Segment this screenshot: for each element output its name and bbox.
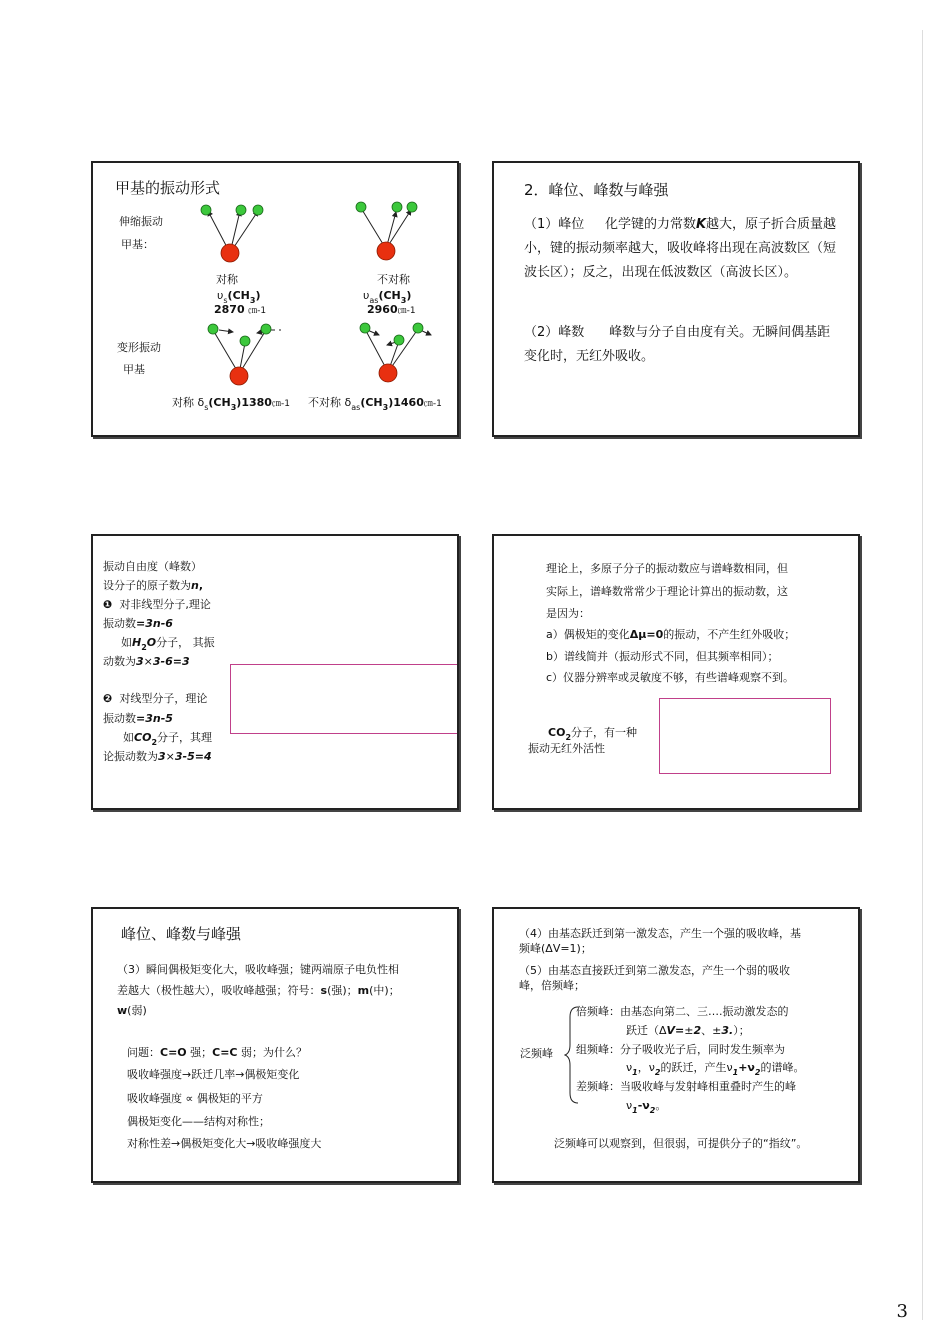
slide-degrees-of-freedom: [91, 534, 459, 810]
text-line: 倍频峰：由基态向第二、三….振动激发态的: [576, 1005, 789, 1018]
text-line: 组频峰：分子吸收光子后，同时发生频率为: [576, 1043, 785, 1056]
image-placeholder-box: [230, 664, 459, 734]
text-line: a）偶极矩的变化Δμ=0的振动，不产生红外吸收；: [546, 628, 796, 641]
carbon-atom: [379, 364, 397, 382]
sym-stretch-formula: $\upsilon_s(CH_3)$: [217, 289, 261, 305]
stretch-label: 伸缩振动: [119, 215, 163, 228]
text-line: 吸收峰强度→跃迁几率→偶极矩变化: [127, 1068, 300, 1081]
slide-overtone-peaks: [492, 907, 860, 1183]
hydrogen-atom: [236, 205, 246, 215]
text-line: 泛频峰可以观察到，但很弱，可提供分子的“指纹”。: [554, 1137, 808, 1150]
text-line: 是因为：: [546, 607, 590, 620]
text-line: （3）瞬间偶极矩变化大，吸收峰强；键两端原子电负性相: [117, 963, 399, 976]
hydrogen-atom: [261, 324, 271, 334]
question-line: 问题：C=O 强；C=C 弱；为什么？: [127, 1046, 308, 1059]
hydrogen-atom: [240, 336, 250, 346]
peak-position-paragraph: （1）峰位 化学键的力常数K越大，原子折合质量越小，键的振动频率越大，吸收峰将出现在高波数区（短波长区）；反之，出现在低波数区（高波长区）。: [524, 217, 837, 280]
sym-bend-molecule: [208, 324, 281, 385]
text-line: 差越大（极性越大），吸收峰越强；符号：s(强)；m(中)；: [117, 984, 400, 997]
bend-label: 变形振动: [117, 341, 161, 354]
text-line: b）谱线简并（振动形式不同，但其频率相同）；: [546, 650, 779, 663]
text-line: 对称性差→偶极矩变化大→吸收峰强度大: [127, 1137, 322, 1150]
text-line: c）仪器分辨率或灵敏度不够，有些谱峰观察不到。: [546, 671, 795, 684]
co2-note: 振动无红外活性: [528, 742, 605, 755]
bend-label-methyl: 甲基: [123, 363, 145, 376]
text-line: 实际上，谱峰数常常少于理论计算出的振动数，这: [546, 585, 788, 598]
hydrogen-atom: [392, 202, 402, 212]
asym-stretch-molecule: [356, 202, 417, 260]
asym-bend-formula: 不对称 $\delta_{as}(CH_3)1460㎝-1$: [308, 396, 442, 412]
text-line: 频峰(ΔV=1)；: [519, 942, 592, 955]
text-line: 吸收峰强度 ∝ 偶极矩的平方: [127, 1092, 263, 1105]
page-edge-line: [922, 30, 923, 1320]
carbon-atom: [230, 367, 248, 385]
text-line: 振动自由度（峰数）: [103, 560, 202, 573]
slide-peak-position: [492, 161, 860, 437]
text-line: w(弱): [117, 1004, 147, 1017]
slide-title: 2．峰位、峰数与峰强: [524, 181, 669, 199]
text-line: $\nu_1$，$\nu_2$的跃迁，产生$\nu_1+\nu_2$的谱峰。: [626, 1061, 805, 1077]
slide-title: 甲基的振动形式: [115, 179, 221, 197]
asym-stretch-wavenumber: 2960㎝-1: [367, 303, 416, 316]
text-line: ❶ 对非线型分子,理论: [103, 598, 211, 611]
sym-stretch-molecule: [201, 205, 263, 262]
page-number: 3: [896, 1301, 908, 1322]
text-line: 差频峰：当吸收峰与发射峰相重叠时产生的峰: [576, 1080, 796, 1093]
text-line: 偶极矩变化——结构对称性；: [127, 1115, 270, 1128]
carbon-atom: [377, 242, 395, 260]
slide-fewer-peaks: [492, 534, 860, 810]
slide-title: 峰位、峰数与峰强: [121, 925, 242, 943]
text-line: 理论上，多原子分子的振动数应与谱峰数相同，但: [546, 562, 788, 575]
hydrogen-atom: [394, 335, 404, 345]
stretch-label-methyl: 甲基：: [121, 238, 154, 251]
asym-stretch-label: 不对称: [377, 273, 410, 286]
text-line: 论振动数为3×3-5=4: [103, 750, 212, 763]
text-line: 振动数=3n-5: [103, 712, 173, 725]
sym-stretch-label: 对称: [216, 273, 238, 286]
carbon-atom: [221, 244, 239, 262]
text-line: 设分子的原子数为n,: [103, 579, 204, 592]
text-line: ❷ 对线型分子，理论: [103, 692, 208, 705]
peak-count-paragraph: （2）峰数 峰数与分子自由度有关。无瞬间偶基距变化时，无红外吸收。: [524, 325, 831, 364]
overtone-group-label: 泛频峰: [520, 1047, 553, 1060]
text-line: （4）由基态跃迁到第一激发态，产生一个强的吸收峰，基: [519, 927, 801, 940]
text-line: （5）由基态直接跃迁到第二激发态，产生一个弱的吸收: [519, 964, 790, 977]
hydrogen-atom: [356, 202, 366, 212]
text-line: 如$CO_2$分子，其理: [123, 731, 213, 747]
hydrogen-atom: [253, 205, 263, 215]
slide-methyl-vibrations: [91, 161, 459, 437]
image-placeholder-box: [659, 698, 831, 774]
hydrogen-atom: [413, 323, 423, 333]
hydrogen-atom: [201, 205, 211, 215]
co2-note: $CO_2$分子，有一种: [548, 726, 638, 742]
text-line: $\nu_1-\nu_2$。: [626, 1099, 667, 1115]
sym-stretch-wavenumber: 2870 ㎝-1: [214, 303, 267, 316]
asym-stretch-formula: $\upsilon_{as}(CH_3)$: [363, 289, 412, 305]
sym-bend-formula: 对称 $\delta_s(CH_3)1380㎝-1$: [172, 396, 290, 412]
hydrogen-atom: [360, 323, 370, 333]
text-line: 峰，倍频峰；: [519, 979, 585, 992]
hydrogen-atom: [407, 202, 417, 212]
text-line: 振动数=3n-6: [103, 617, 173, 630]
hydrogen-atom: [208, 324, 218, 334]
text-line: 跃迁（ΔV=±2、±3.）；: [626, 1024, 750, 1037]
asym-bend-molecule: [360, 323, 431, 382]
text-line: 如$H_2O$分子， 其振: [121, 636, 215, 652]
slide-peak-intensity: [91, 907, 459, 1183]
text-line: 动数为3×3-6=3: [103, 655, 190, 668]
